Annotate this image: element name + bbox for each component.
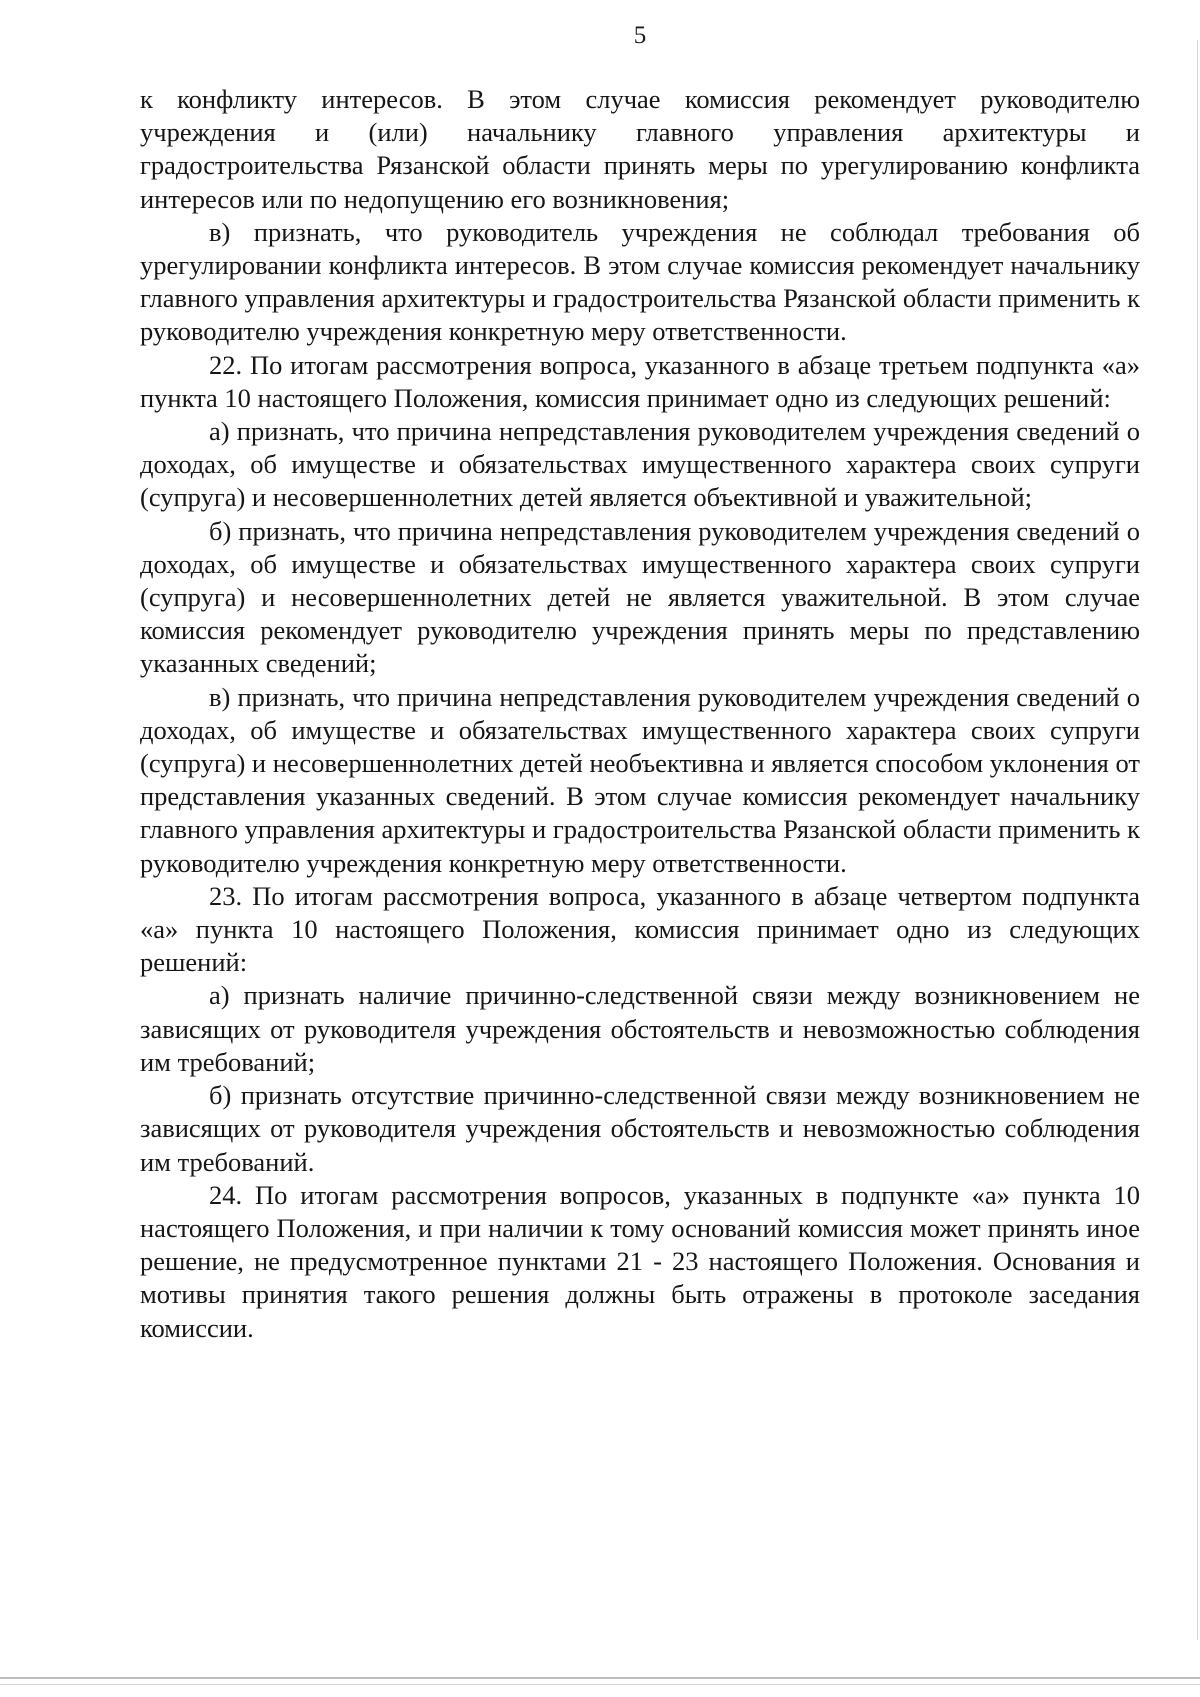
paragraph-clause-23-a: а) признать наличие причинно-следственной связи между возникновением не зависящих от руководителя учреждения обстоятельств и невозможностью соблюдения им требований; [140,980,1140,1077]
paragraph-clause-24: 24. По итогам рассмотрения вопросов, указанных в подпункте «а» пункта 10 настоящего Положения, и при наличии к тому оснований комиссия может принять иное решение, не предусмотренное пунктами 21 - 23 настоящего Положения. Основания и мотивы принятия такого решения должны быть отражены в протоколе заседания комиссии. [140,1179,1140,1343]
paragraph-clause-23-b: б) признать отсутствие причинно-следственной связи между возникновением не зависящих от руководителя учреждения обстоятельств и невозможностью соблюдения им требований. [140,1080,1140,1177]
paragraph-clause-22: 22. По итогам рассмотрения вопроса, указанного в абзаце третьем подпункта «а» пункта 10 настоящего Положения, комиссия принимает одно из следующих решений: [140,349,1140,413]
paragraph-item-v: в) признать, что руководитель учреждения не соблюдал требования об урегулировании конфликта интересов. В этом случае комиссия рекомендует начальнику главного управления архитектуры и градостроительства Рязанской области применить к руководителю учреждения конкретную меру ответственности. [140,216,1140,347]
document-body [140,83,1140,1345]
scan-bottom-edge [0,1677,1200,1679]
paragraph-clause-22-b: б) признать, что причина непредставления руководителем учреждения сведений о доходах, об имуществе и обязательствах имущественного характера своих супруги (супруга) и несовершеннолетних детей не является уважительной. В этом случае комиссия рекомендует руководителю учреждения принять меры по представлению указанных сведений; [140,515,1140,679]
paragraph-clause-22-v: в) признать, что причина непредставления руководителем учреждения сведений о доходах, об имуществе и обязательствах имущественного характера своих супруги (супруга) и несовершеннолетних детей необъективна и является способом уклонения от представления указанных сведений. В этом случае комиссия рекомендует начальнику главного управления архитектуры и градостроительства Рязанской области применить к руководителю учреждения конкретную меру ответственности. [140,681,1140,878]
paragraph-clause-23: 23. По итогам рассмотрения вопроса, указанного в абзаце четвертом подпункта «а» пункта 10 настоящего Положения, комиссия принимает одно из следующих решений: [140,880,1140,978]
paragraph-continuation: к конфликту интересов. В этом случае комиссия рекомендует руководителю учреждения и (или) начальнику главного управления архитектуры и градостроительства Рязанской области принять меры по урегулированию конфликта интересов или по недопущению его возникновения; [140,84,1140,214]
page-number: 5 [633,22,647,49]
scan-right-edge [1197,40,1198,1640]
paragraph-clause-22-a: а) признать, что причина непредставления руководителем учреждения сведений о доходах, об имуществе и обязательствах имущественного характера своих супруги (супруга) и несовершеннолетних детей является объективной и уважительной; [140,416,1140,513]
scan-bottom-edge-secondary [0,1684,1200,1685]
